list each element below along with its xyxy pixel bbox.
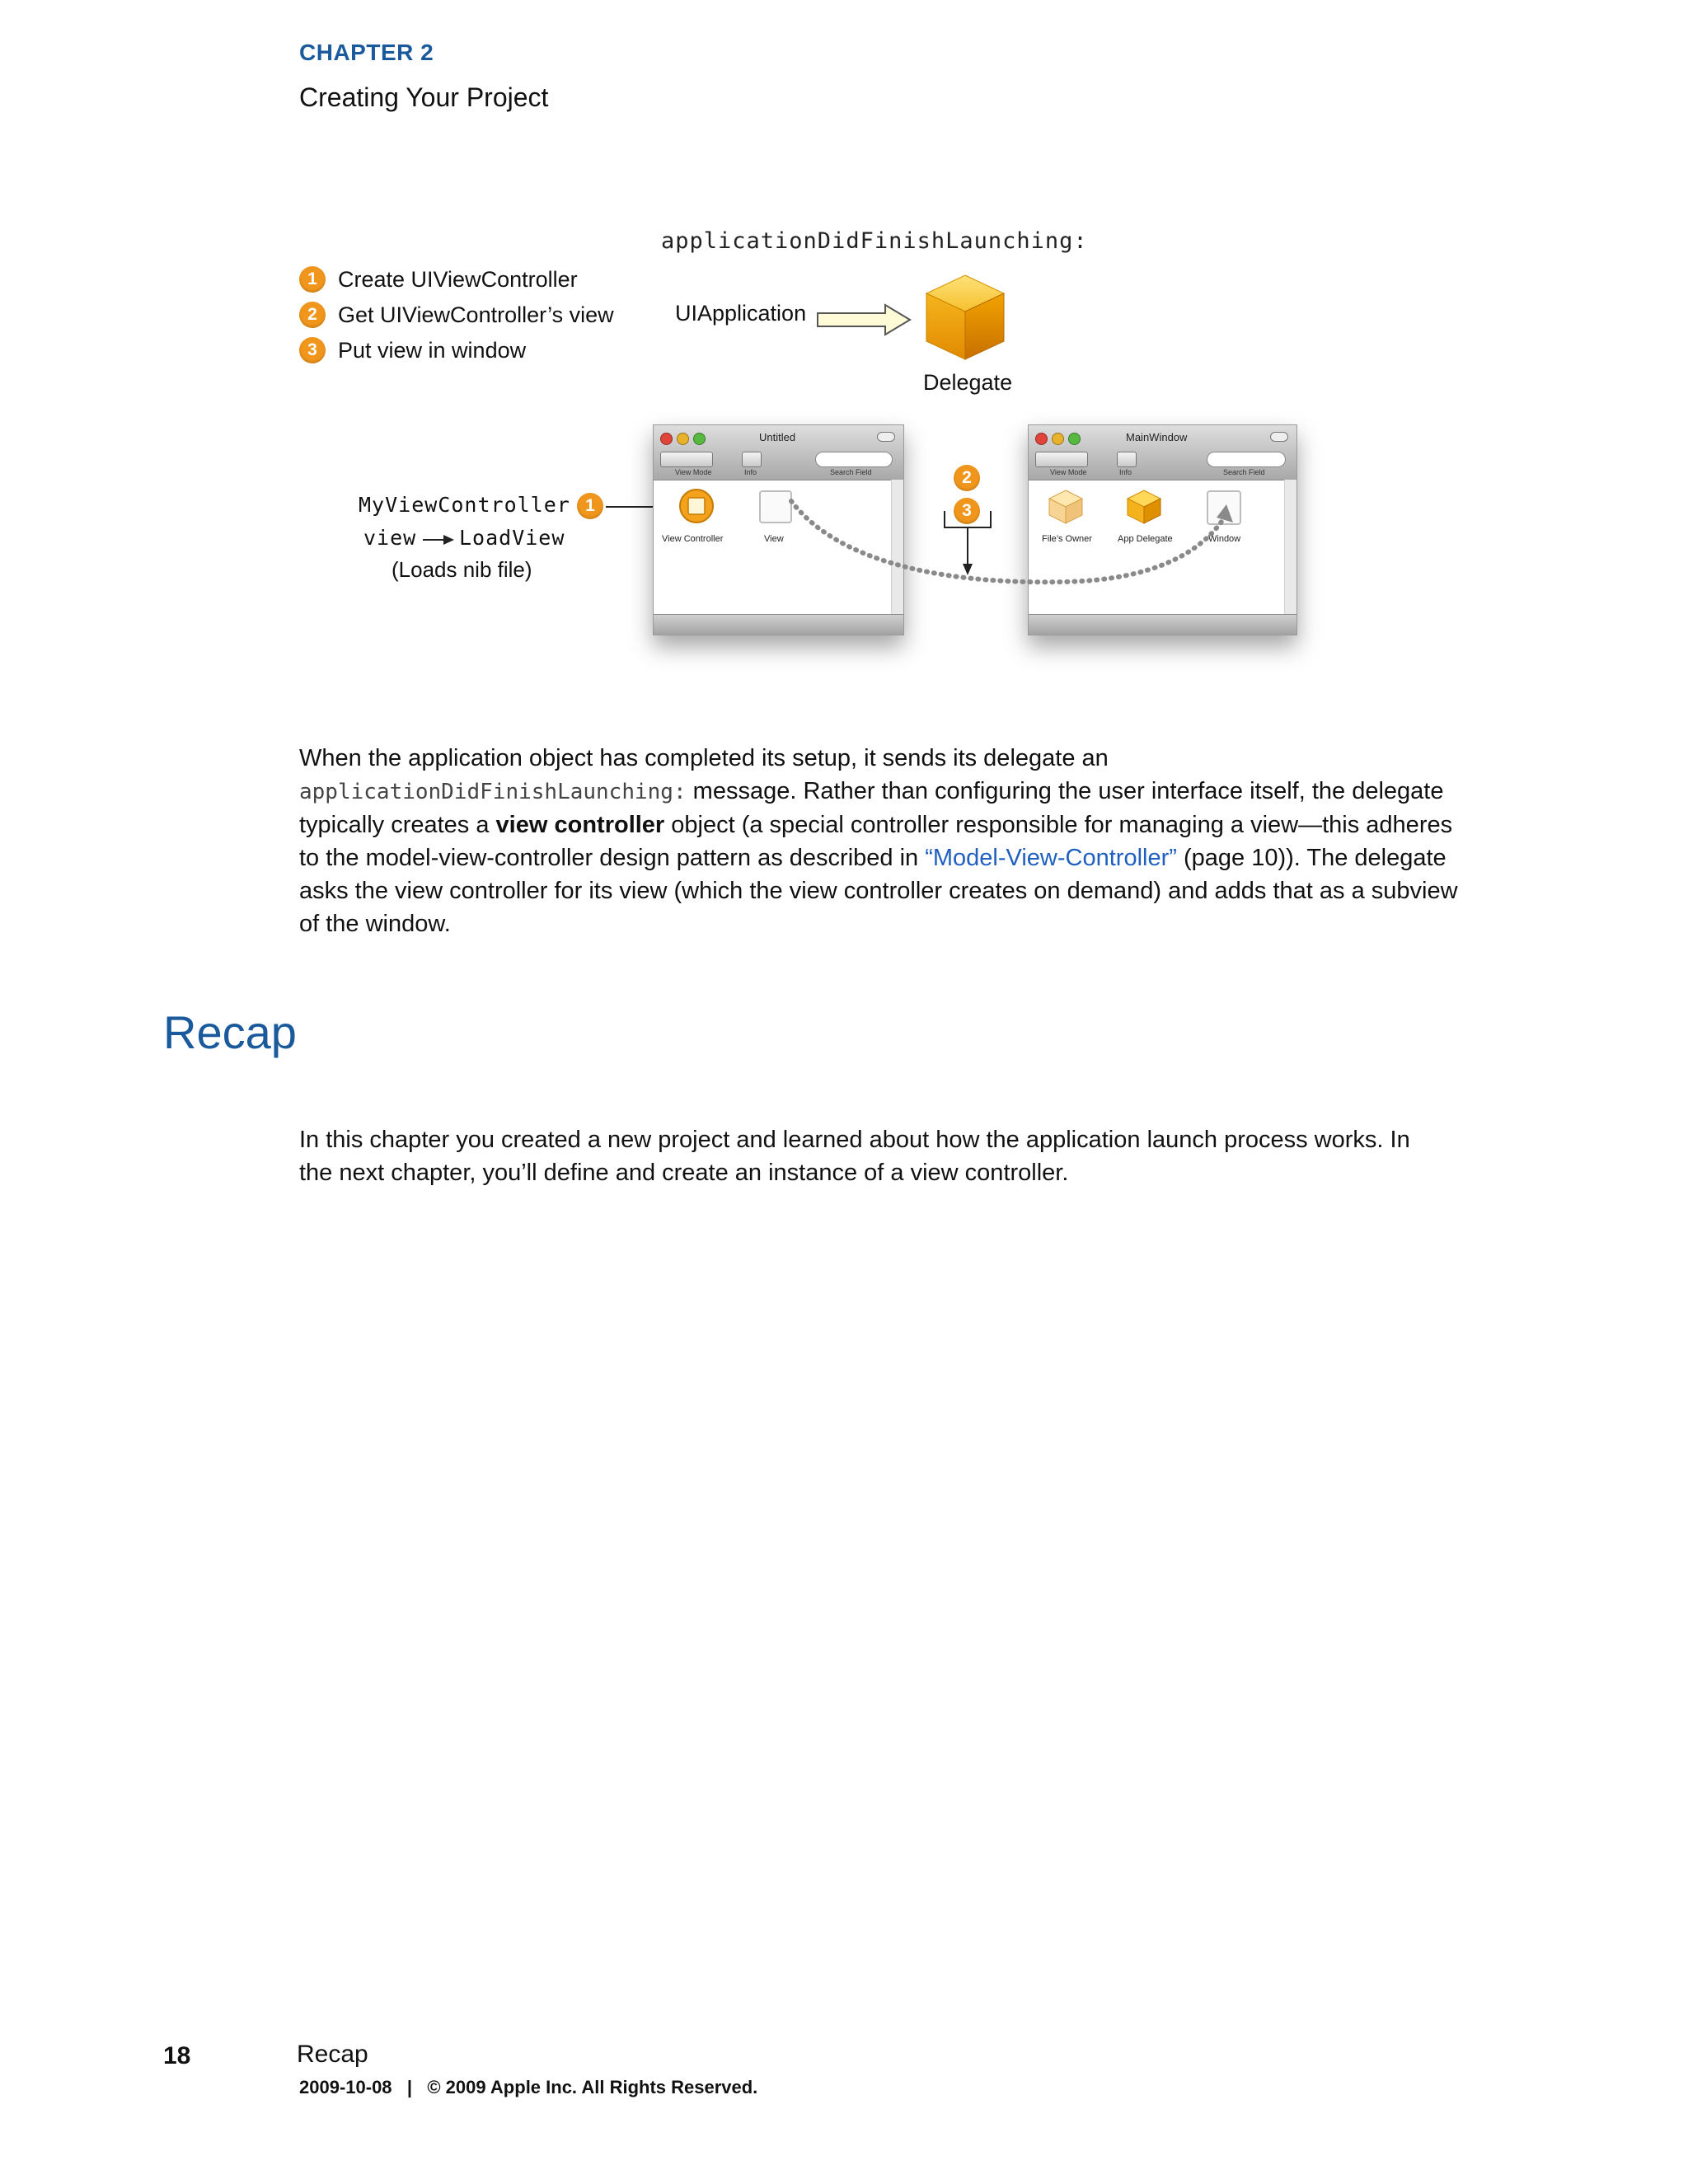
window-label-small: Window bbox=[1208, 534, 1241, 544]
window-title: MainWindow bbox=[1126, 431, 1188, 443]
toolbar-toggle-icon[interactable] bbox=[877, 432, 895, 442]
bold-term: view controller bbox=[495, 812, 665, 838]
method-label: applicationDidFinishLaunching: bbox=[661, 228, 1088, 254]
info-label: Info bbox=[744, 468, 757, 476]
p1-text: typically creates a bbox=[299, 812, 496, 838]
step-1 bbox=[299, 264, 578, 295]
view-controller-label: View Controller bbox=[662, 534, 724, 544]
p1-line-5: asks the view controller for its view (which the view controller creates on demand) and adds that as a subview bbox=[299, 878, 1458, 904]
callout-badge-2: 2 bbox=[954, 465, 980, 491]
p1-line-6: of the window. bbox=[299, 911, 451, 937]
window-footer bbox=[654, 614, 903, 635]
view-mode-label: View Mode bbox=[675, 468, 712, 476]
p1-line-4 bbox=[299, 841, 1494, 874]
search-field-label: Search Field bbox=[1223, 468, 1265, 476]
myviewcontroller-label: MyViewController bbox=[359, 493, 570, 517]
loadview-label: LoadView bbox=[459, 526, 565, 550]
info-button[interactable] bbox=[1117, 452, 1137, 467]
mvc-link[interactable]: “Model-View-Controller” bbox=[925, 845, 1177, 871]
close-icon[interactable] bbox=[1035, 433, 1048, 445]
p1-line-3 bbox=[299, 808, 1494, 841]
step-label-3: Put view in window bbox=[338, 337, 527, 363]
p1-text: (page 10)). The delegate bbox=[1176, 845, 1447, 871]
p1-text: object (a special controller responsible for managing a view—this adheres bbox=[664, 812, 1453, 838]
step-badge-2: 2 bbox=[299, 302, 326, 328]
window-footer bbox=[1029, 614, 1296, 635]
scrollbar[interactable] bbox=[1284, 480, 1296, 615]
step-label-2: Get UIViewController’s view bbox=[338, 302, 614, 327]
view-controller-icon[interactable] bbox=[678, 488, 715, 524]
window-title: Untitled bbox=[759, 431, 796, 443]
p1-text: message. Rather than configuring the user interface itself, the delegate bbox=[686, 778, 1444, 804]
search-field-label: Search Field bbox=[830, 468, 872, 476]
p1-text: to the model-view-controller design pattern as described in bbox=[299, 845, 926, 871]
zoom-icon[interactable] bbox=[693, 433, 706, 445]
view-label-small: View bbox=[764, 534, 784, 544]
step-badge-3: 3 bbox=[299, 337, 326, 363]
arrow-right-small-icon bbox=[421, 532, 456, 548]
delegate-cube-icon bbox=[921, 272, 1009, 364]
search-input[interactable] bbox=[1207, 452, 1286, 467]
step-badge-1: 1 bbox=[299, 266, 326, 293]
dotted-connector-arrow-icon bbox=[775, 486, 1236, 593]
view-mode-label: View Mode bbox=[1050, 468, 1087, 476]
app-delegate-label: App Delegate bbox=[1118, 534, 1173, 544]
delegate-label: Delegate bbox=[923, 370, 1013, 395]
chapter-label: CHAPTER 2 bbox=[299, 40, 434, 65]
step-label-1: Create UIViewController bbox=[338, 266, 578, 292]
close-icon[interactable] bbox=[660, 433, 673, 445]
zoom-icon[interactable] bbox=[1068, 433, 1081, 445]
chapter-title: Creating Your Project bbox=[299, 82, 549, 112]
step-2 bbox=[299, 299, 614, 330]
section-heading: Recap bbox=[163, 1006, 297, 1058]
info-button[interactable] bbox=[742, 452, 762, 467]
hollow-arrow-icon bbox=[816, 302, 915, 338]
view-mode-segmented-control[interactable] bbox=[1035, 452, 1088, 467]
toolbar-toggle-icon[interactable] bbox=[1270, 432, 1288, 442]
p2-line-2: the next chapter, you’ll define and create an instance of a view controller. bbox=[299, 1160, 1069, 1186]
minimize-icon[interactable] bbox=[677, 433, 689, 445]
footer-legal: 2009-10-08 | © 2009 Apple Inc. All Rights Reserved. bbox=[299, 2077, 758, 2097]
step-3 bbox=[299, 335, 526, 366]
footer-section-title: Recap bbox=[297, 2041, 368, 2068]
inline-code: applicationDidFinishLaunching: bbox=[299, 780, 687, 804]
p1-line-1: When the application object has completed its setup, it sends its delegate an bbox=[299, 745, 1109, 771]
body-paragraph-1 bbox=[299, 742, 1494, 940]
uiapplication-label: UIApplication bbox=[675, 301, 807, 326]
body-paragraph-2 bbox=[299, 1123, 1494, 1189]
bracket-down-arrow-icon bbox=[941, 511, 994, 577]
view-mode-segmented-control[interactable] bbox=[660, 452, 713, 467]
mainwindow-toolbar bbox=[1029, 425, 1296, 480]
loads-nib-label: (Loads nib file) bbox=[392, 557, 532, 582]
search-input[interactable] bbox=[815, 452, 893, 467]
view-label: view bbox=[363, 526, 417, 550]
info-label: Info bbox=[1119, 468, 1132, 476]
callout-badge-3: 3 bbox=[954, 498, 980, 524]
files-owner-label: File’s Owner bbox=[1042, 534, 1092, 544]
p1-line-2 bbox=[299, 775, 1494, 808]
untitled-window-toolbar bbox=[654, 425, 903, 480]
minimize-icon[interactable] bbox=[1052, 433, 1064, 445]
page-number: 18 bbox=[163, 2042, 191, 2069]
callout-badge-1: 1 bbox=[577, 493, 603, 519]
p2-line-1: In this chapter you created a new project and learned about how the application launch process works. In bbox=[299, 1127, 1410, 1153]
